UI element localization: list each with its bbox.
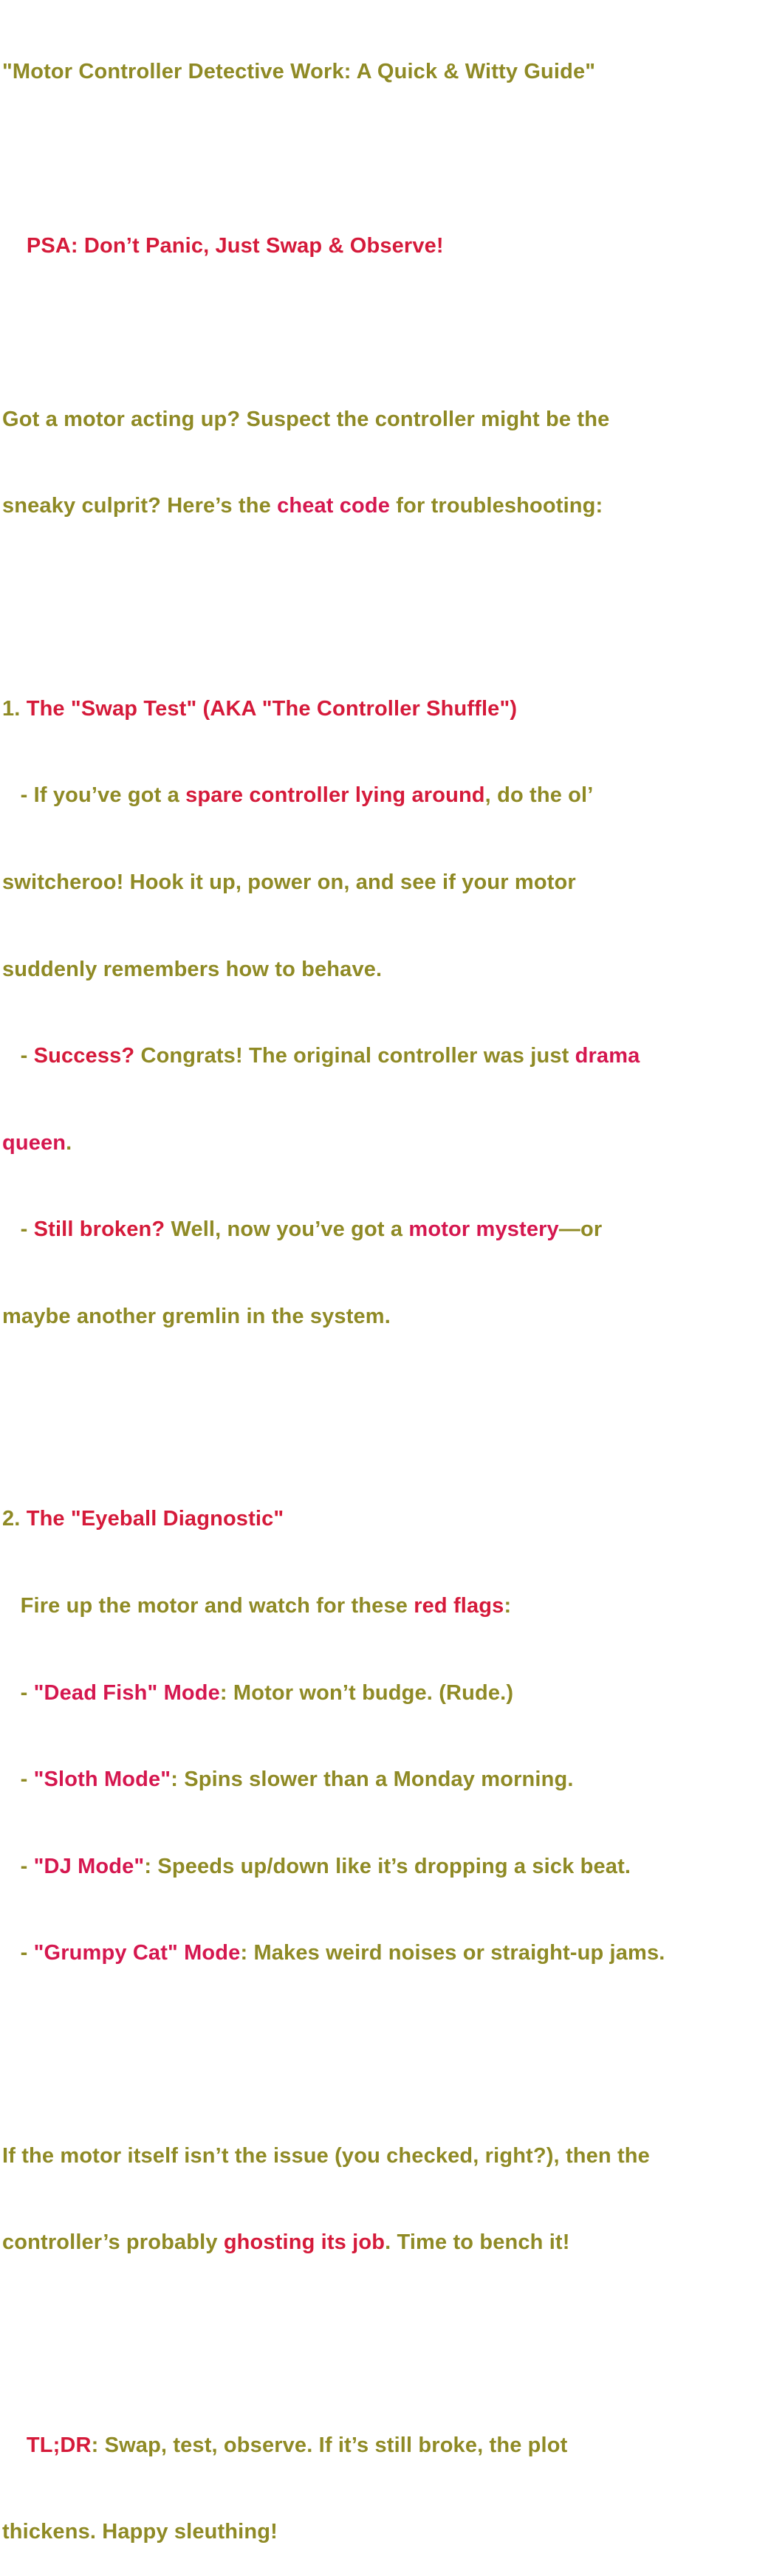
- mode-description: : Motor won’t budge. (Rude.): [219, 1680, 514, 1705]
- conclusion-line-1: If the motor itself isn’t the issue (you checked, right?), then the: [2, 2143, 650, 2168]
- section-2-number: 2.: [2, 1507, 27, 1531]
- list-item: [2, 1852, 771, 1881]
- spacer: [2, 1390, 771, 1418]
- mode-label: "DJ Mode": [33, 1854, 145, 1878]
- bullet-text: —or: [558, 1217, 603, 1242]
- section-1-bullet-3-line-2: maybe another gremlin in the system.: [2, 1304, 391, 1328]
- tldr-line-1: [2, 2431, 771, 2460]
- mode-description: : Makes weird noises or straight-up jams.: [240, 1941, 665, 1965]
- conclusion-text: . Time to bench it!: [385, 2230, 570, 2255]
- highlight-cheat-code: cheat code: [277, 494, 391, 518]
- psa-text: PSA: Don’t Panic, Just Swap & Observe!: [26, 233, 444, 258]
- section-2-intro: [2, 1592, 771, 1621]
- conclusion-text: controller’s probably: [2, 2230, 224, 2255]
- section-2-heading: [2, 1505, 771, 1533]
- highlight-drama: drama: [575, 1044, 640, 1068]
- intro-text: sneaky culprit? Here’s the: [2, 494, 278, 518]
- bullet-text: -: [2, 1217, 34, 1242]
- section-1-bullet-1-line-3: suddenly remembers how to behave.: [2, 957, 383, 981]
- tldr-text: : Swap, test, observe. If it’s still broke, the plot: [91, 2433, 568, 2457]
- highlight-still-broken: Still broken?: [33, 1217, 165, 1242]
- highlight-red-flags: red flags: [414, 1593, 504, 1618]
- highlight-motor-mystery: motor mystery: [408, 1217, 559, 1242]
- section-1-title: The "Swap Test" (AKA "The Controller Shuffle"): [26, 696, 518, 721]
- list-dash: -: [2, 1854, 34, 1878]
- spacer: [2, 2315, 771, 2344]
- bullet-text: -: [2, 1044, 34, 1068]
- mode-description: : Spins slower than a Monday morning.: [171, 1768, 574, 1792]
- bullet-text: Congrats! The original controller was just: [134, 1044, 575, 1068]
- section-1-bullet-3: [2, 1215, 771, 1244]
- section-1-bullet-2-line-2: [2, 1129, 771, 1158]
- tldr-line-2: thickens. Happy sleuthing!: [2, 2520, 278, 2544]
- list-dash: -: [2, 1941, 34, 1965]
- highlight-ghosting: ghosting its job: [223, 2230, 386, 2255]
- section-1-bullet-2: [2, 1042, 771, 1071]
- section-1-bullet-1-line-2: switcheroo! Hook it up, power on, and see if your motor: [2, 870, 576, 894]
- tldr-label: TL;DR: [26, 2433, 92, 2457]
- highlight-queen: queen: [2, 1130, 66, 1155]
- intro-line-1: Got a motor acting up? Suspect the controller might be the: [2, 407, 610, 431]
- bullet-text: - If you’ve got a: [2, 783, 186, 808]
- mode-label: "Sloth Mode": [33, 1768, 171, 1792]
- mode-label: "Dead Fish" Mode: [33, 1680, 220, 1705]
- intro-line-2: [2, 492, 771, 521]
- bullet-text: .: [66, 1130, 72, 1155]
- mode-label: "Grumpy Cat" Mode: [33, 1941, 241, 1965]
- psa-indent: [2, 234, 27, 258]
- list-dash: -: [2, 1680, 34, 1705]
- spacer: [2, 318, 771, 347]
- section-1-number: 1.: [2, 696, 27, 721]
- spacer: [2, 145, 771, 174]
- tldr-indent: [2, 2434, 27, 2457]
- section-1-bullet-1: [2, 781, 771, 810]
- list-item: [2, 1765, 771, 1794]
- list-dash: -: [2, 1768, 34, 1792]
- list-item: [2, 1939, 771, 1968]
- section-2-intro-text: :: [504, 1593, 512, 1618]
- spacer: [2, 2026, 771, 2055]
- document-title: "Motor Controller Detective Work: A Quick & Witty Guide": [2, 60, 596, 84]
- intro-text: for troubleshooting:: [390, 494, 603, 518]
- mode-description: : Speeds up/down like it’s dropping a sick beat.: [144, 1854, 631, 1878]
- guide-document: [2, 0, 771, 2576]
- list-item: [2, 1679, 771, 1708]
- conclusion-line-2: [2, 2228, 771, 2257]
- section-2-intro-text: Fire up the motor and watch for these: [2, 1593, 414, 1618]
- bullet-text: , do the ol’: [484, 783, 594, 808]
- bullet-text: Well, now you’ve got a: [165, 1217, 409, 1242]
- spacer: [2, 579, 771, 608]
- highlight-success: Success?: [33, 1044, 135, 1068]
- highlight-spare-controller: spare controller lying around: [185, 783, 485, 808]
- section-1-heading: [2, 695, 771, 724]
- section-2-title: The "Eyeball Diagnostic": [26, 1507, 284, 1531]
- psa-line: [2, 232, 771, 261]
